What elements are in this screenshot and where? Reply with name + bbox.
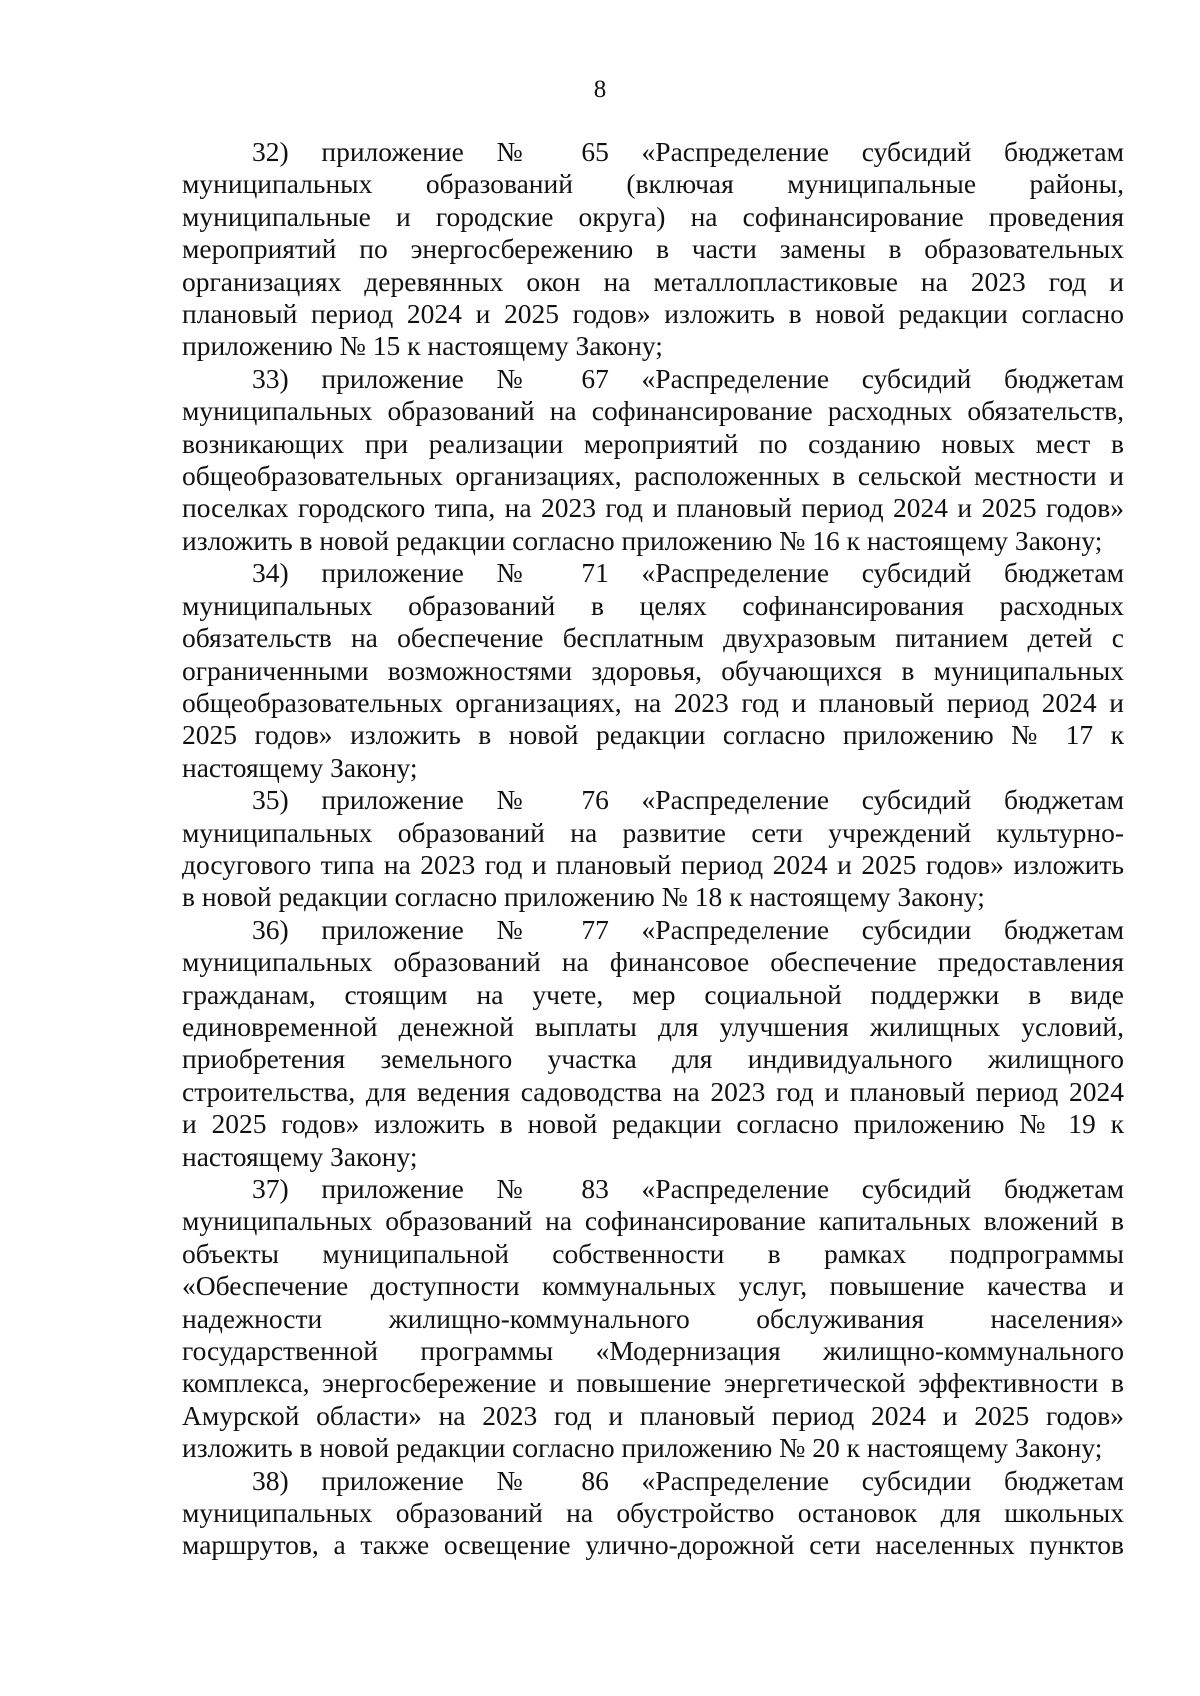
text-line: объекты муниципальной собственности в рамках подпрограммы xyxy=(182,1237,1124,1269)
text-line: гражданам, стоящим на учете, мер социальной поддержки в виде xyxy=(182,978,1124,1010)
text-line: настоящему Закону; xyxy=(182,751,418,783)
text-line: изложить в новой редакции согласно приложению № 20 к настоящему Закону; xyxy=(182,1432,1103,1464)
text-line: досугового типа на 2023 год и плановый период 2024 и 2025 годов» изложить xyxy=(182,848,1124,880)
text-line: государственной программы «Модернизация жилищно-коммунального xyxy=(182,1335,1124,1367)
text-line: 32) приложение № 65 «Распределение субсидий бюджетам xyxy=(252,136,1124,167)
text-line: маршрутов, а также освещение улично-дорожной сети населенных пунктов xyxy=(182,1529,1124,1561)
text-line: ограниченными возможностями здоровья, обучающихся в муниципальных xyxy=(182,654,1124,686)
text-line: приложению № 15 к настоящему Закону; xyxy=(182,330,663,362)
text-line: муниципальных образований на обустройство остановок для школьных xyxy=(182,1497,1124,1529)
text-line: муниципальных образований (включая муниципальные районы, xyxy=(182,168,1124,200)
text-line: муниципальных образований в целях софинансирования расходных xyxy=(182,589,1124,621)
paragraph-item-33 xyxy=(182,363,1124,557)
paragraph-item-34 xyxy=(182,557,1124,784)
paragraph-item-32 xyxy=(182,136,1124,363)
text-line: строительства, для ведения садоводства на 2023 год и плановый период 2024 xyxy=(182,1075,1124,1107)
text-line: 37) приложение № 83 «Распределение субсидий бюджетам xyxy=(252,1173,1124,1204)
text-line: муниципальные и городские округа) на софинансирование проведения xyxy=(182,200,1124,232)
text-line: комплекса, энергосбережение и повышение энергетической эффективности в xyxy=(182,1367,1124,1399)
paragraph-item-35 xyxy=(182,784,1124,914)
text-line: Амурской области» на 2023 год и плановый период 2024 и 2025 годов» xyxy=(182,1399,1124,1431)
text-line: мероприятий по энергосбережению в части замены в образовательных xyxy=(182,233,1124,265)
paragraph-item-37 xyxy=(182,1173,1124,1465)
text-line: надежности жилищно-коммунального обслуживания населения» xyxy=(182,1302,1124,1334)
text-line: организациях деревянных окон на металлопластиковые на 2023 год и xyxy=(182,265,1124,297)
text-line: и 2025 годов» изложить в новой редакции согласно приложению № 19 к xyxy=(182,1108,1124,1140)
text-line: настоящему Закону; xyxy=(182,1140,418,1172)
text-line: 36) приложение № 77 «Распределение субсидии бюджетам xyxy=(252,913,1124,945)
text-line: плановый период 2024 и 2025 годов» изложить в новой редакции согласно xyxy=(182,298,1124,330)
text-line: возникающих при реализации мероприятий по созданию новых мест в xyxy=(182,427,1124,459)
text-line: 2025 годов» изложить в новой редакции согласно приложению № 17 к xyxy=(182,719,1124,751)
text-line: 38) приложение № 86 «Распределение субсидии бюджетам xyxy=(252,1464,1124,1496)
text-line: 33) приложение № 67 «Распределение субсидий бюджетам xyxy=(252,362,1124,394)
text-line: муниципальных образований на развитие сети учреждений культурно- xyxy=(182,816,1124,848)
text-line: муниципальных образований на софинансирование расходных обязательств, xyxy=(182,395,1124,427)
text-line: 35) приложение № 76 «Распределение субсидий бюджетам xyxy=(252,784,1124,816)
text-line: приобретения земельного участка для индивидуального жилищного xyxy=(182,1043,1124,1075)
text-line: в новой редакции согласно приложению № 18 к настоящему Закону; xyxy=(182,881,985,913)
paragraph-item-38 xyxy=(182,1465,1124,1562)
text-line: общеобразовательных организациях, расположенных в сельской местности и xyxy=(182,460,1124,492)
text-line: муниципальных образований на финансовое обеспечение предоставления xyxy=(182,946,1124,978)
text-line: общеобразовательных организациях, на 2023 год и плановый период 2024 и xyxy=(182,686,1124,718)
page-number: 8 xyxy=(593,76,607,103)
paragraph-item-36 xyxy=(182,914,1124,1173)
text-line: единовременной денежной выплаты для улучшения жилищных условий, xyxy=(182,1010,1124,1042)
text-line: поселках городского типа, на 2023 год и плановый период 2024 и 2025 годов» xyxy=(182,492,1124,524)
text-line: муниципальных образований на софинансирование капитальных вложений в xyxy=(182,1205,1124,1237)
text-line: обязательств на обеспечение бесплатным двухразовым питанием детей с xyxy=(182,622,1124,654)
text-line: «Обеспечение доступности коммунальных услуг, повышение качества и xyxy=(182,1270,1124,1302)
text-line: изложить в новой редакции согласно приложению № 16 к настоящему Закону; xyxy=(182,524,1103,556)
text-line: 34) приложение № 71 «Распределение субсидий бюджетам xyxy=(252,557,1124,589)
document-body xyxy=(182,136,1124,1562)
